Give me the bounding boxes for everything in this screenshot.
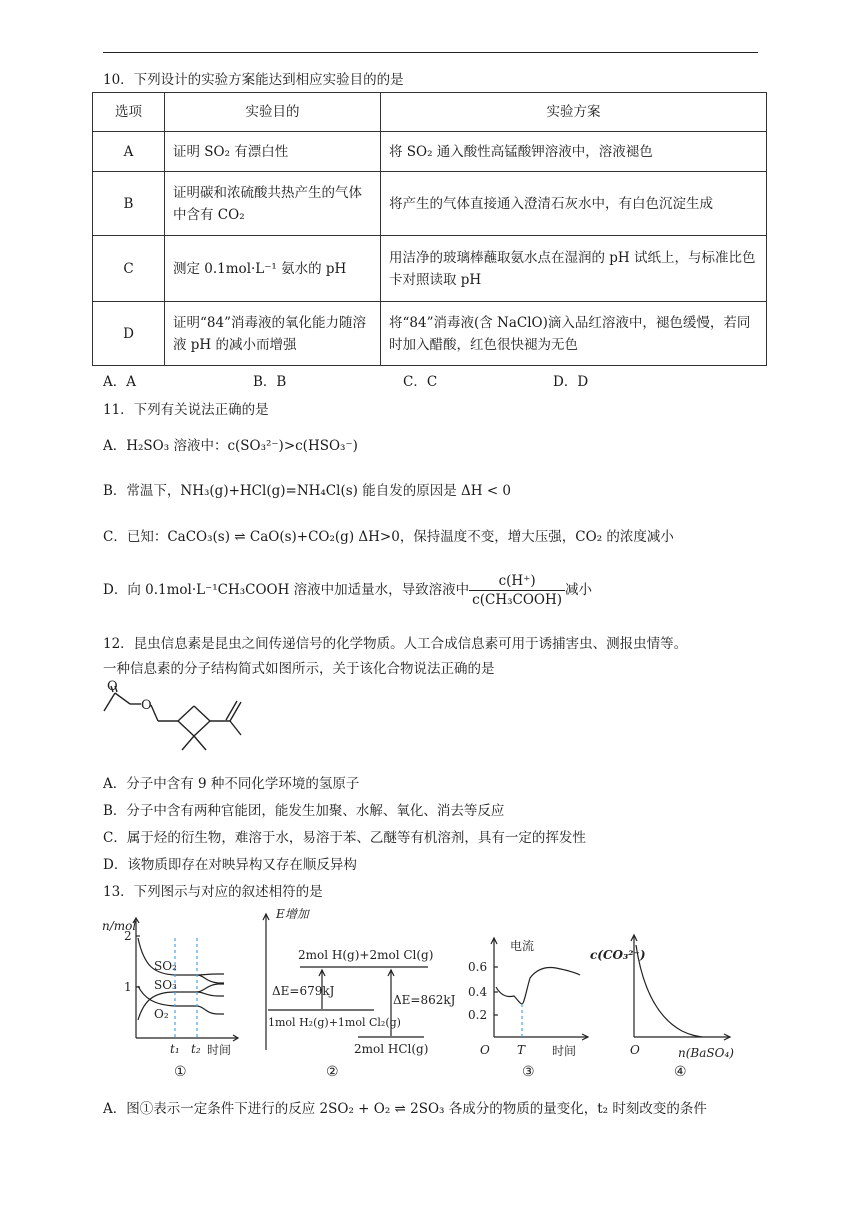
q12-option-b: B．分子中含有两种官能团，能发生加聚、水解、氧化、消去等反应 [103, 803, 505, 819]
fig3-ylabel: 电流 [510, 939, 535, 953]
header-plan: 实验方案 [381, 93, 767, 132]
fig1-caption: ① [174, 1064, 187, 1080]
q12-option-a: A．分子中含有 9 种不同化学环境的氢原子 [103, 776, 360, 792]
q10-choices [103, 373, 703, 391]
fig4-caption: ④ [674, 1064, 687, 1080]
row-option: B [93, 172, 165, 236]
table-row [93, 132, 767, 172]
row-option: D [93, 302, 165, 366]
row-plan: 将“84”消毒液(含 NaClO)滴入品红溶液中，褪色缓慢，若同时加入醋酸，红色很快褪为无色 [381, 302, 767, 366]
choice-b: B．B [253, 374, 287, 390]
fig2-left-level: 1mol H₂(g)+1mol Cl₂(g) [268, 1016, 401, 1029]
q11-option-a [103, 437, 358, 455]
fig1-series-label: SO₂ [154, 959, 177, 973]
choice-a: A．A [103, 374, 136, 390]
header-option: 选项 [93, 93, 165, 132]
header-rule [103, 52, 758, 53]
q11-c-expr: CaCO₃(s) ⇌ CaO(s)+CO₂(g) ΔH>0 [167, 529, 400, 545]
q12-option-c: C．属于烃的衍生物，难溶于水，易溶于苯、乙醚等有机溶剂，具有一定的挥发性 [103, 830, 586, 846]
row-option: A [93, 132, 165, 172]
atom-oxygen: O [141, 698, 152, 713]
fraction-numerator: c(H⁺) [469, 572, 565, 591]
q10-stem: 10．下列设计的实验方案能达到相应实验目的的是 [103, 72, 404, 88]
figure-4-carbonate-vs-baso4 [590, 915, 750, 1083]
q11-a-expr: c(SO₃²⁻)>c(HSO₃⁻) [227, 438, 358, 454]
q11-a-prefix: A．H₂SO₃ 溶液中： [103, 438, 228, 454]
figure-1-amount-vs-time [100, 908, 260, 1083]
q12-stem-line2: 一种信息素的分子结构简式如图所示，关于该化合物说法正确的是 [103, 661, 495, 677]
q11-b-suffix: 能自发的原因是 ΔH < 0 [357, 483, 512, 499]
q12-option-d: D．该物质即存在对映异构又存在顺反异构 [103, 857, 357, 873]
q11-stem: 11．下列有关说法正确的是 [103, 402, 269, 418]
fig4-xlabel: n(BaSO₄) [678, 1046, 734, 1060]
molecule-structure [100, 680, 270, 760]
choice-d: D．D [553, 374, 589, 390]
fig1-series-label: SO₃ [154, 978, 177, 992]
figure-3-current-vs-time [460, 932, 590, 1083]
table-row [93, 236, 767, 302]
concentration-fraction [469, 572, 565, 609]
fig2-delta-e1: ΔE=679kJ [272, 984, 335, 998]
q13-option-a: A．图①表示一定条件下进行的反应 2SO₂ + O₂ ⇌ 2SO₃ 各成分的物质的量变化，t₂ 时刻改变的条件 [103, 1101, 707, 1117]
q11-c-prefix: C．已知： [103, 529, 168, 545]
fig3-ytick: 0.2 [468, 1008, 488, 1022]
q13-stem: 13．下列图示与对应的叙述相符的是 [103, 884, 323, 900]
q11-option-d [103, 570, 592, 610]
fig3-origin: O [480, 1043, 490, 1057]
fig1-tick-t1: t₁ [170, 1042, 180, 1056]
fig2-ylabel: E增加 [276, 907, 309, 921]
q11-d-suffix: 减小 [565, 582, 593, 598]
fig3-ytick: 0.6 [468, 960, 488, 974]
fig2-delta-e2: ΔE=862kJ [393, 993, 456, 1007]
fig1-ytick-2: 2 [124, 929, 132, 943]
choice-c: C．C [403, 374, 438, 390]
fig4-ylabel: c(CO₃²⁻) [590, 948, 646, 962]
row-plan: 将产生的气体直接通入澄清石灰水中，有白色沉淀生成 [381, 172, 767, 236]
row-goal: 证明碳和浓硫酸共热产生的气体中含有 CO₂ [165, 172, 381, 236]
fig3-caption: ③ [522, 1064, 535, 1080]
figure-2-energy-diagram [258, 900, 458, 1083]
fig1-series-label: O₂ [154, 1007, 169, 1021]
row-goal: 证明 SO₂ 有漂白性 [165, 132, 381, 172]
q11-c-suffix: ，保持温度不变，增大压强，CO₂ 的浓度减小 [399, 529, 674, 545]
fig1-ytick-1: 1 [124, 980, 132, 994]
header-goal: 实验目的 [165, 93, 381, 132]
fig1-xlabel: 时间 [207, 1043, 232, 1057]
fig2-caption: ② [326, 1064, 339, 1080]
table-row [93, 172, 767, 236]
experiment-table [92, 92, 767, 366]
fig3-ytick: 0.4 [468, 985, 488, 999]
q11-d-prefix: D．向 0.1mol·L⁻¹CH₃COOH 溶液中加适量水，导致溶液中 [103, 582, 470, 598]
q11-option-c [103, 528, 674, 546]
fig2-bottom-level: 2mol HCl(g) [354, 1042, 429, 1056]
fraction-denominator: c(CH₃COOH) [472, 592, 563, 608]
fig4-origin: O [630, 1043, 640, 1057]
atom-oxygen: O [107, 680, 118, 694]
row-plan: 用洁净的玻璃棒蘸取氨水点在湿润的 pH 试纸上，与标准比色卡对照读取 pH [381, 236, 767, 302]
q12-stem-line1: 12．昆虫信息素是昆虫之间传递信号的化学物质。人工合成信息素可用于诱捕害虫、测报虫情等。 [103, 636, 688, 652]
fig1-ylabel: n/mol [102, 919, 137, 933]
row-plan: 将 SO₂ 通入酸性高锰酸钾溶液中，溶液褪色 [381, 132, 767, 172]
table-row [93, 302, 767, 366]
row-goal: 证明“84”消毒液的氧化能力随溶液 pH 的减小而增强 [165, 302, 381, 366]
q11-b-expr: NH₃(g)+HCl(g)=NH₄Cl(s) [180, 483, 358, 499]
row-goal: 测定 0.1mol·L⁻¹ 氨水的 pH [165, 236, 381, 302]
fig3-xlabel: 时间 [552, 1044, 577, 1058]
fig3-tick-t: T [517, 1043, 526, 1057]
row-option: C [93, 236, 165, 302]
q11-option-b [103, 482, 511, 500]
table-header-row [93, 93, 767, 132]
fig1-tick-t2: t₂ [191, 1042, 201, 1056]
fig2-top-level: 2mol H(g)+2mol Cl(g) [298, 948, 434, 962]
q11-b-prefix: B．常温下， [103, 483, 181, 499]
